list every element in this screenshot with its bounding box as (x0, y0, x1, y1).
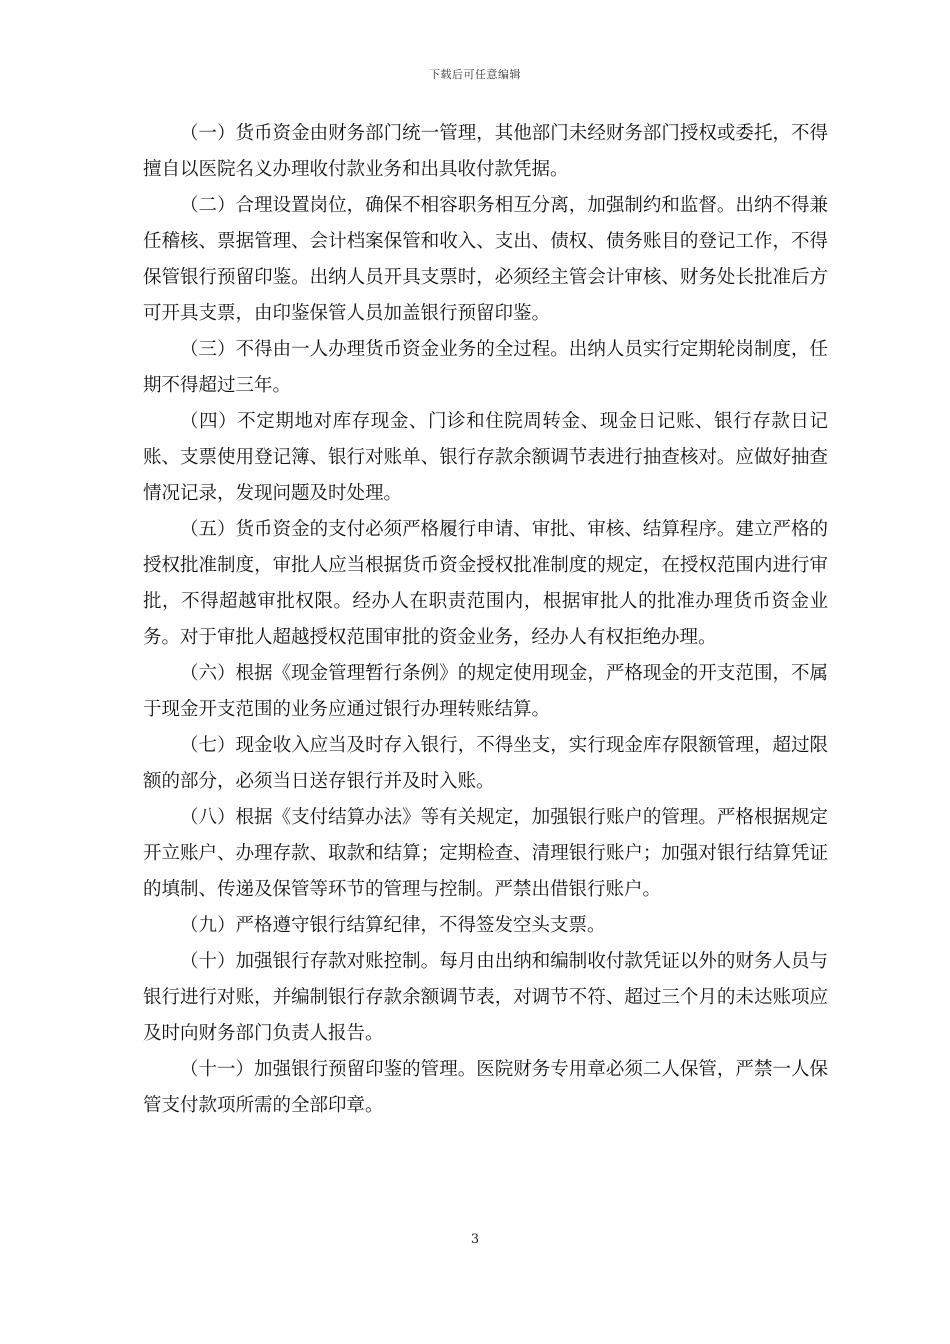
page-number: 3 (470, 1232, 480, 1247)
paragraph-5: （五）货币资金的支付必须严格履行申请、审批、审核、结算程序。建立严格的授权批准制度，审批人应当根据货币资金授权批准制度的规定，在授权范围内进行审批，不得超越审批权限。经办人在职责范围内，根据审批人的批准办理货币资金业务。对于审批人超越授权范围审批的资金业务，经办人有权拒绝办理。 (143, 519, 828, 648)
paragraph-3: （三）不得由一人办理货币资金业务的全过程。出纳人员实行定期轮岗制度，任期不得超过三年。 (143, 339, 828, 396)
paragraph-4: （四）不定期地对库存现金、门诊和住院周转金、现金日记账、银行存款日记账、支票使用登记簿、银行对账单、银行存款余额调节表进行抽查核对。应做好抽查情况记录，发现问题及时处理。 (143, 411, 828, 504)
paragraph-11: （十一）加强银行预留印鉴的管理。医院财务专用章必须二人保管，严禁一人保管支付款项所需的全部印章。 (143, 1059, 828, 1116)
page-header-note: 下载后可任意编辑 (429, 68, 521, 81)
paragraph-8: （八）根据《支付结算办法》等有关规定，加强银行账户的管理。严格根据规定开立账户、办理存款、取款和结算；定期检查、清理银行账户；加强对银行结算凭证的填制、传递及保管等环节的管理与控制。严禁出借银行账户。 (143, 807, 828, 900)
paragraph-9: （九）严格遵守银行结算纪律，不得签发空头支票。 (180, 915, 606, 936)
paragraph-10: （十）加强银行存款对账控制。每月由出纳和编制收付款凭证以外的财务人员与银行进行对账，并编制银行存款余额调节表，对调节不符、超过三个月的未达账项应及时向财务部门负责人报告。 (143, 951, 828, 1044)
paragraph-7: （七）现金收入应当及时存入银行，不得坐支，实行现金库存限额管理，超过限额的部分，必须当日送存银行并及时入账。 (143, 735, 828, 792)
document-body (143, 116, 828, 1124)
paragraph-1: （一）货币资金由财务部门统一管理，其他部门未经财务部门授权或委托，不得擅自以医院名义办理收付款业务和出具收付款凭据。 (143, 123, 828, 180)
paragraph-6: （六）根据《现金管理暂行条例》的规定使用现金，严格现金的开支范围，不属于现金开支范围的业务应通过银行办理转账结算。 (143, 663, 828, 720)
paragraph-2: （二）合理设置岗位，确保不相容职务相互分离，加强制约和监督。出纳不得兼任稽核、票据管理、会计档案保管和收入、支出、债权、债务账目的登记工作，不得保管银行预留印鉴。出纳人员开具支票时，必须经主管会计审核、财务处长批准后方可开具支票，由印鉴保管人员加盖银行预留印鉴。 (143, 195, 828, 324)
